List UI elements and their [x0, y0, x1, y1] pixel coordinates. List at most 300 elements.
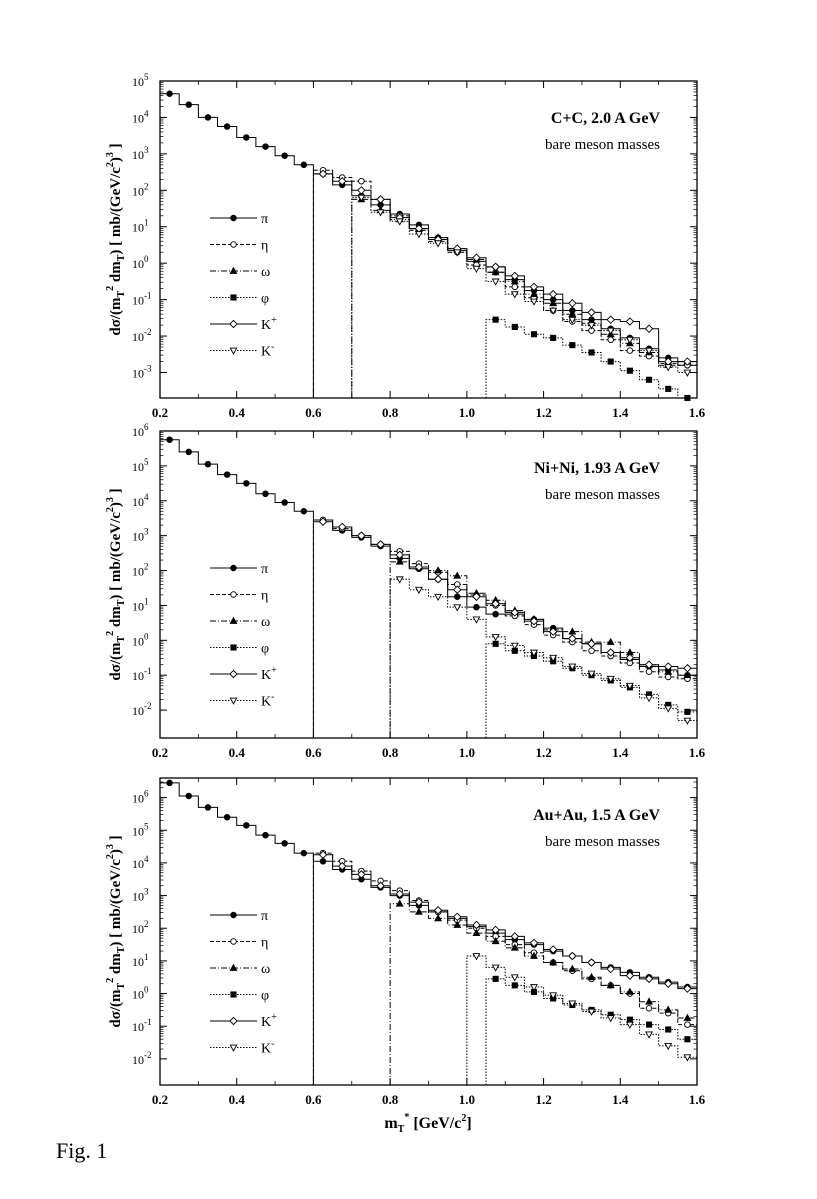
y-tick-base: 10: [132, 147, 144, 162]
y-label-sub: T: [116, 635, 127, 643]
data-point: [685, 1022, 691, 1028]
x-tick-label: 1.2: [535, 745, 552, 760]
x-tick-label: 1.6: [688, 405, 706, 420]
panel-title: Ni+Ni, 1.93 A GeV: [533, 460, 660, 477]
y-tick-exponent: 2: [144, 919, 149, 930]
data-point: [512, 324, 517, 329]
legend-label: [261, 292, 269, 307]
data-point: [263, 491, 269, 497]
y-tick-exponent: -2: [144, 327, 152, 338]
y-label-part: ): [108, 849, 124, 855]
y-tick-base: 10: [132, 459, 144, 474]
data-point: [569, 628, 575, 634]
legend-label-name: ω: [261, 962, 271, 977]
legend-label-name: φ: [261, 641, 270, 657]
data-point: [244, 135, 250, 141]
data-point: [454, 586, 461, 593]
y-tick-label: [132, 596, 149, 613]
data-point: [224, 814, 230, 820]
data-point: [531, 332, 536, 337]
data-point: [684, 665, 691, 672]
y-tick-label: [132, 919, 149, 936]
y-label-part: ) [ mb/(GeV/c: [108, 512, 124, 600]
y-tick-label: [132, 527, 149, 544]
x-label-sub: T: [397, 1124, 405, 1135]
y-tick-label: [132, 457, 149, 474]
data-point: [607, 316, 614, 323]
y-tick-exponent: 4: [144, 108, 149, 119]
series-6: [352, 195, 697, 398]
data-point: [588, 640, 595, 647]
y-tick-label: [132, 108, 149, 125]
y-tick-label: [132, 492, 149, 509]
x-tick-label: 0.4: [228, 405, 245, 420]
chart-panel-1: [105, 72, 706, 420]
y-label-part: dσ/(m: [108, 989, 124, 1028]
y-tick-exponent: -3: [144, 363, 152, 374]
y-tick-label: [132, 422, 149, 439]
legend-label: [261, 239, 268, 254]
y-tick-base: 10: [132, 366, 144, 381]
legend-marker: [231, 565, 237, 571]
legend-label: [261, 562, 268, 577]
legend-label-sup: +: [271, 665, 277, 676]
y-tick-label: [132, 1050, 152, 1067]
legend-label-sup: +: [271, 1012, 277, 1023]
y-tick-exponent: 5: [144, 821, 149, 832]
panel-subtitle: bare meson masses: [545, 137, 660, 153]
x-tick-label: 0.4: [228, 745, 245, 760]
data-point: [186, 793, 192, 799]
data-point: [282, 153, 288, 159]
legend-label-sup: -: [271, 1038, 275, 1050]
legend-label-name: K: [261, 668, 272, 683]
y-axis-label: [105, 143, 127, 335]
legend-label-name: K: [261, 318, 272, 333]
x-tick-label: 0.6: [305, 1092, 322, 1107]
legend-label-name: π: [261, 909, 269, 924]
series-5: [313, 851, 697, 1085]
series-histogram-line: [313, 520, 697, 738]
data-point: [551, 335, 556, 340]
data-point: [646, 1005, 652, 1011]
y-tick-exponent: 3: [144, 144, 149, 155]
y-tick-exponent: 1: [144, 217, 149, 228]
y-label-sub: T: [116, 982, 127, 990]
x-tick-label: 0.8: [382, 1092, 399, 1107]
legend-marker: [231, 939, 237, 945]
y-label-part: dσ/(m: [108, 297, 124, 336]
legend-label: [261, 962, 270, 977]
x-tick-label: 1.4: [612, 745, 629, 760]
y-label-part: dm: [108, 261, 124, 286]
y-tick-label: [132, 666, 152, 683]
data-point: [645, 325, 652, 332]
data-point: [359, 178, 365, 184]
legend-marker: [230, 670, 237, 677]
data-point: [493, 611, 499, 617]
data-point: [666, 1027, 671, 1032]
series-3: [390, 558, 697, 738]
data-point: [167, 437, 173, 443]
data-point: [646, 1022, 651, 1027]
y-label-part: ]: [108, 488, 124, 498]
data-point: [665, 674, 671, 680]
y-tick-base: 10: [132, 954, 144, 969]
x-label-part: ]: [466, 1115, 472, 1132]
y-tick-exponent: 4: [144, 853, 149, 864]
y-tick-base: 10: [132, 293, 144, 308]
y-tick-label: [132, 701, 152, 718]
data-point: [282, 841, 288, 847]
y-tick-label: [132, 218, 149, 235]
legend-label-name: K: [261, 1015, 272, 1030]
y-tick-base: 10: [132, 1052, 144, 1067]
y-tick-base: 10: [132, 704, 144, 719]
data-point: [473, 930, 479, 936]
y-tick-label: [132, 985, 149, 1002]
y-tick-base: 10: [132, 111, 144, 126]
x-label-part: [GeV/c: [409, 1115, 462, 1132]
legend-marker: [231, 912, 237, 918]
y-tick-base: 10: [132, 494, 144, 509]
data-point: [205, 461, 211, 467]
plot-frame: [160, 431, 697, 738]
legend-label: [261, 692, 274, 710]
data-point: [646, 377, 651, 382]
data-point: [685, 395, 690, 400]
y-tick-label: [132, 789, 149, 806]
y-tick-base: 10: [132, 856, 144, 871]
data-point: [224, 472, 230, 478]
legend-label-sup: -: [271, 691, 275, 703]
legend-label-sup: -: [271, 341, 275, 353]
panel-title: C+C, 2.0 A GeV: [550, 110, 660, 127]
y-label-part: ]: [108, 143, 124, 153]
x-tick-label: 0.8: [382, 745, 399, 760]
figure-caption: Fig. 1: [56, 1138, 108, 1163]
data-point: [588, 959, 595, 966]
data-point: [224, 124, 230, 130]
data-point: [244, 481, 250, 487]
y-tick-base: 10: [132, 564, 144, 579]
x-tick-label: 0.4: [228, 1092, 245, 1107]
data-point: [493, 976, 498, 981]
y-label-sub: T: [116, 290, 127, 298]
data-point: [244, 823, 250, 829]
data-point: [186, 449, 192, 455]
legend-marker: [231, 242, 237, 248]
y-tick-base: 10: [132, 257, 144, 272]
data-point: [685, 1037, 690, 1042]
chart-panel-3: [105, 778, 706, 1107]
data-point: [570, 343, 575, 348]
y-axis-label: [105, 488, 127, 680]
legend-label-name: K: [261, 344, 272, 360]
y-label-sub: T: [116, 946, 127, 954]
data-point: [397, 577, 403, 583]
legend-marker: [231, 295, 236, 300]
y-axis-label: [105, 835, 127, 1027]
data-point: [608, 359, 613, 364]
y-label-sup: 3: [105, 844, 116, 850]
legend-label-sup: +: [271, 315, 277, 326]
data-point: [492, 634, 498, 640]
x-tick-label: 0.2: [151, 405, 169, 420]
data-point: [665, 1043, 671, 1049]
y-tick-exponent: 5: [144, 72, 149, 82]
y-tick-exponent: 3: [144, 886, 149, 897]
x-axis-label: [384, 1112, 471, 1135]
series-5: [313, 518, 697, 738]
data-point: [320, 858, 326, 864]
x-tick-label: 1.2: [535, 405, 552, 420]
legend-marker: [230, 1017, 237, 1024]
data-point: [569, 952, 576, 959]
data-point: [646, 669, 652, 675]
y-tick-label: [132, 854, 149, 871]
legend-label: [261, 265, 270, 280]
y-label-sub: T: [116, 254, 127, 262]
y-label-sup: 3: [105, 152, 116, 158]
series-histogram-line: [390, 579, 697, 738]
legend-label-name: ω: [261, 265, 271, 280]
legend: [210, 909, 277, 1057]
y-tick-base: 10: [132, 1020, 144, 1035]
legend-label-name: π: [261, 562, 269, 577]
y-tick-base: 10: [132, 824, 144, 839]
legend-label: [261, 936, 268, 951]
x-tick-label: 1.6: [688, 745, 706, 760]
data-point: [205, 115, 211, 121]
legend-label: [261, 665, 277, 683]
y-tick-exponent: 0: [144, 984, 149, 995]
y-tick-exponent: -1: [144, 1017, 152, 1028]
data-point: [627, 368, 632, 373]
legend: [210, 562, 277, 710]
y-label-part: ) [ mb/(GeV/c: [108, 167, 124, 255]
y-label-sup: 2: [105, 507, 116, 513]
y-tick-label: [132, 72, 149, 89]
legend-marker: [230, 320, 237, 327]
x-tick-label: 0.6: [305, 405, 322, 420]
data-point: [263, 832, 269, 838]
x-label-sup: 2: [461, 1113, 467, 1124]
y-label-part: dσ/(m: [108, 642, 124, 681]
data-point: [685, 709, 690, 714]
data-point: [167, 780, 173, 786]
y-tick-base: 10: [132, 669, 144, 684]
x-tick-label: 1.4: [612, 405, 629, 420]
legend-label: [261, 642, 269, 657]
x-tick-label: 1.2: [535, 1092, 552, 1107]
legend-label: [261, 342, 274, 360]
legend-label-name: η: [261, 238, 269, 254]
y-tick-exponent: 2: [144, 181, 149, 192]
y-label-sup: 3: [105, 497, 116, 503]
y-label-sub: T: [116, 599, 127, 607]
y-tick-exponent: 5: [144, 456, 149, 467]
y-tick-label: [132, 952, 149, 969]
panel-subtitle: bare meson masses: [545, 487, 660, 503]
legend-marker: [231, 215, 237, 221]
plot-frame: [160, 778, 697, 1085]
y-tick-label: [132, 291, 152, 308]
x-tick-label: 0.2: [151, 1092, 169, 1107]
y-tick-base: 10: [132, 889, 144, 904]
data-point: [167, 91, 173, 97]
data-point: [666, 386, 671, 391]
series-histogram-line: [486, 644, 697, 738]
panel-title: Au+Au, 1.5 A GeV: [533, 807, 660, 824]
data-point: [512, 284, 518, 290]
y-tick-label: [132, 363, 152, 380]
y-tick-exponent: 1: [144, 951, 149, 962]
data-point: [512, 983, 517, 988]
y-label-part: dm: [108, 953, 124, 978]
x-tick-label: 1.0: [458, 1092, 475, 1107]
series-histogram-line: [160, 783, 697, 1085]
y-tick-label: [132, 887, 149, 904]
x-label-part: m: [384, 1115, 398, 1132]
legend-label: [261, 589, 268, 604]
y-tick-exponent: 6: [144, 788, 149, 799]
legend-label: [261, 315, 277, 333]
legend-label-name: η: [261, 935, 269, 951]
y-label-part: ) [ mb/(GeV/c: [108, 859, 124, 947]
series-4: [486, 976, 697, 1085]
legend-marker: [231, 592, 237, 598]
y-tick-base: 10: [132, 922, 144, 937]
x-tick-label: 1.0: [458, 405, 475, 420]
data-point: [301, 508, 307, 514]
data-point: [589, 648, 595, 654]
y-tick-base: 10: [132, 529, 144, 544]
data-point: [493, 641, 498, 646]
y-tick-exponent: -2: [144, 701, 152, 712]
y-tick-base: 10: [132, 330, 144, 345]
y-tick-base: 10: [132, 987, 144, 1002]
legend-marker: [231, 992, 236, 997]
y-tick-label: [132, 327, 152, 344]
y-tick-exponent: 4: [144, 491, 149, 502]
data-point: [626, 318, 633, 325]
data-point: [282, 500, 288, 506]
series-histogram-line: [160, 440, 697, 738]
data-point: [301, 162, 307, 168]
y-tick-label: [132, 145, 149, 162]
legend-label: [261, 1012, 277, 1030]
x-tick-label: 0.2: [151, 745, 169, 760]
data-point: [454, 594, 460, 600]
series-6: [390, 577, 697, 738]
series-4: [486, 641, 697, 738]
x-tick-label: 0.8: [382, 405, 399, 420]
y-tick-exponent: -1: [144, 666, 152, 677]
x-tick-label: 0.6: [305, 745, 322, 760]
y-tick-exponent: 3: [144, 526, 149, 537]
series-2: [313, 517, 697, 738]
y-tick-label: [132, 181, 149, 198]
data-point: [205, 805, 211, 811]
data-point: [263, 144, 269, 150]
y-tick-exponent: 0: [144, 254, 149, 265]
y-label-part: ]: [108, 835, 124, 845]
y-label-part: ): [108, 157, 124, 163]
y-tick-base: 10: [132, 220, 144, 235]
legend-label-name: π: [261, 212, 269, 227]
data-point: [377, 196, 384, 203]
y-label-sup: 2: [105, 630, 116, 636]
panel-subtitle: bare meson masses: [545, 834, 660, 850]
y-label-sup: 2: [105, 285, 116, 291]
y-tick-base: 10: [132, 634, 144, 649]
legend: [210, 212, 277, 360]
x-tick-label: 1.6: [688, 1092, 706, 1107]
y-label-sup: 2: [105, 162, 116, 168]
data-point: [608, 337, 614, 343]
y-tick-base: 10: [132, 75, 144, 89]
y-tick-label: [132, 562, 149, 579]
legend-label: [261, 909, 268, 924]
series-histogram-line: [313, 522, 697, 738]
data-point: [627, 1017, 632, 1022]
y-label-sup: 2: [105, 854, 116, 860]
legend-label: [261, 1039, 274, 1057]
data-point: [358, 187, 365, 194]
y-label-sup: 2: [105, 977, 116, 983]
y-tick-label: [132, 254, 149, 271]
legend-label: [261, 615, 270, 630]
data-point: [627, 348, 633, 354]
data-point: [434, 576, 441, 583]
data-point: [550, 291, 557, 298]
y-tick-label: [132, 631, 149, 648]
data-point: [589, 350, 594, 355]
data-point: [493, 317, 498, 322]
y-label-part: dm: [108, 606, 124, 631]
chart-panel-2: [105, 422, 706, 760]
data-point: [588, 309, 595, 316]
data-point: [569, 300, 576, 307]
legend-label-name: η: [261, 588, 269, 604]
legend-marker: [231, 645, 236, 650]
data-point: [492, 263, 499, 270]
y-tick-exponent: -1: [144, 290, 152, 301]
y-tick-exponent: 1: [144, 596, 149, 607]
y-tick-base: 10: [132, 791, 144, 806]
series-histogram-line: [390, 562, 697, 738]
data-point: [186, 102, 192, 108]
series-1: [160, 780, 697, 1085]
data-point: [474, 604, 480, 610]
data-point: [665, 1006, 671, 1012]
y-tick-label: [132, 1017, 152, 1034]
series-1: [160, 437, 697, 738]
y-tick-exponent: 6: [144, 422, 149, 432]
data-point: [301, 850, 307, 856]
legend-label-name: K: [261, 1041, 272, 1057]
legend-label-name: φ: [261, 291, 270, 307]
y-label-part: ): [108, 502, 124, 508]
x-tick-label: 1.0: [458, 745, 475, 760]
legend-label-name: ω: [261, 615, 271, 630]
y-tick-label: [132, 821, 149, 838]
x-label-sup: *: [404, 1112, 410, 1123]
x-tick-label: 1.4: [612, 1092, 629, 1107]
y-tick-base: 10: [132, 599, 144, 614]
y-tick-exponent: 2: [144, 561, 149, 572]
